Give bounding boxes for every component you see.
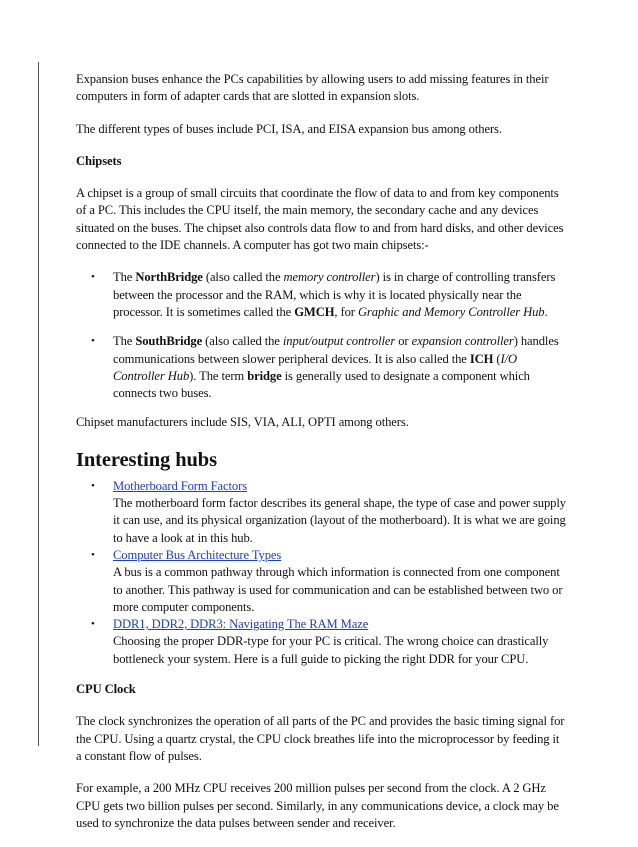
bullet-icon: • (91, 548, 95, 561)
gmch-term: GMCH (294, 304, 335, 319)
bullet-icon: • (91, 618, 95, 631)
intro-paragraph-1: Expansion buses enhance the PCs capabilities by allowing users to add missing features in their computers in form of adapter cards that are slotted in expansion slots. (76, 72, 549, 104)
hub-link-ddr-ram-maze[interactable]: DDR1, DDR2, DDR3: Navigating The RAM Maze (113, 617, 369, 632)
chipsets-description: A chipset is a group of small circuits that coordinate the flow of data to and from key components of a PC. This includes the CPU itself, the main memory, the secondary cache and any devices situated on the buses. The chipset also controls data flow to and from hard disks, and other devices connected to the IDE channels. A computer has got two main chipsets:- (76, 186, 564, 253)
hub-description: The motherboard form factor describes its general shape, the type of case and power supply it can use, and its physical organization (layout of the motherboard). It is what we are going to have a look at in this hub. (113, 496, 566, 545)
bridge-term: bridge (247, 368, 282, 383)
bullet-icon: • (91, 271, 95, 284)
gmch-fullname: Graphic and Memory Controller Hub (357, 304, 545, 319)
chipsets-heading: Chipsets (76, 153, 122, 168)
list-item (76, 616, 566, 668)
list-item (76, 478, 566, 547)
expansion-controller-term: expansion controller (411, 334, 514, 349)
cpu-clock-paragraph-1: The clock synchronizes the operation of all parts of the PC and provides the basic timing signal for the CPU. Using a quartz crystal, the CPU clock breathes life into the microprocessor by feeding it a constant flow of pulses. (76, 714, 565, 763)
list-item (76, 547, 566, 616)
southbridge-term: SouthBridge (135, 334, 203, 349)
hubs-heading: Interesting hubs (76, 448, 217, 471)
chipset-list (76, 269, 566, 402)
list-item-northbridge: • The NorthBridge (also called the memory controller) is in charge of controlling transfers between the processor and the RAM, which is why it is located physically near the processor. It is sometimes called the GMCH, for Graphic and Memory Controller Hub. (91, 270, 556, 319)
memory-controller-term: memory controller (283, 270, 376, 285)
ich-term: ICH (469, 351, 494, 366)
bullet-icon: • (91, 479, 95, 492)
northbridge-term: NorthBridge (135, 270, 203, 285)
hub-link-computer-bus-architecture[interactable]: Computer Bus Architecture Types (113, 547, 282, 562)
cpu-clock-paragraph-2: For example, a 200 MHz CPU receives 200 million pulses per second from the clock. A 2 GHz CPU gets two billion pulses per second. Similarly, in any communications device, a clock may be used to synchronize the data pulses between sender and receiver. (76, 781, 559, 830)
intro-paragraph-2: The different types of buses include PCI, ISA, and EISA expansion bus among others. (76, 121, 502, 136)
io-controller-term: input/output controller (282, 334, 396, 349)
cpu-clock-heading: CPU Clock (76, 682, 136, 697)
hub-link-motherboard-form-factors[interactable]: Motherboard Form Factors (113, 478, 248, 493)
chipset-manufacturers: Chipset manufacturers include SIS, VIA, ALI, OPTI among others. (76, 415, 409, 430)
hub-description: A bus is a common pathway through which information is connected from one component to another. This pathway is used for communication and can be established between two or more computer components. (113, 565, 563, 614)
bullet-icon: • (91, 335, 95, 348)
ich-fullname: I/O Controller Hub (113, 351, 518, 383)
document-page (76, 71, 566, 847)
margin-rule (38, 62, 39, 746)
hub-list (76, 478, 566, 668)
list-item-southbridge: • The SouthBridge (also called the input/output controller or expansion controller) handles communications between slower peripheral devices. It is also called the ICH (I/O Controller Hub). The term bridge is generally used to designate a component which connects two buses. (91, 334, 559, 401)
hub-description: Choosing the proper DDR-type for your PC is critical. The wrong choice can drastically bottleneck your system. Here is a full guide to picking the right DDR for your CPU. (113, 634, 549, 666)
